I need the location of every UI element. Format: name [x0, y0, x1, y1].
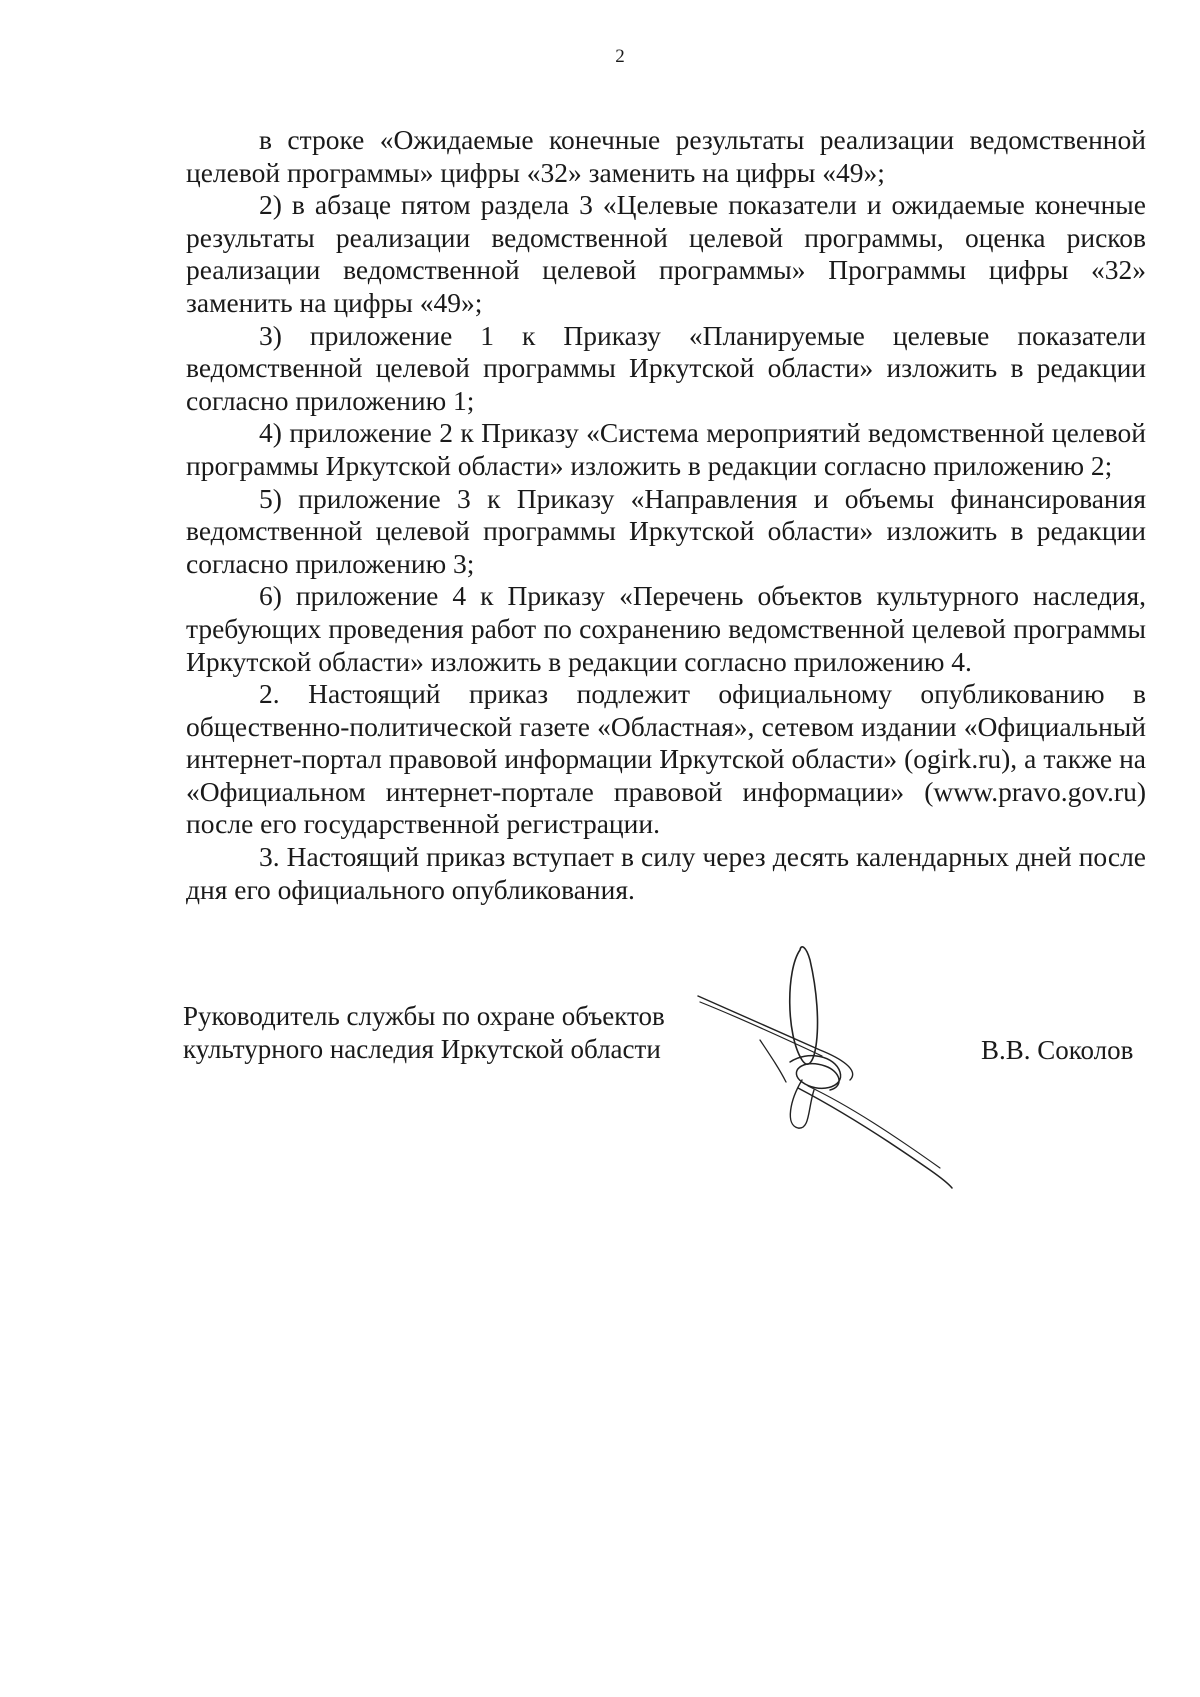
page-number: 2 [615, 46, 625, 67]
paragraph-item-3: 3) приложение 1 к Приказу «Планируемые целевые показатели ведомственной целевой программы Иркутской области» изложить в редакции согласно приложению 1; [186, 319, 1146, 416]
document-body [186, 124, 1146, 906]
paragraph-publication-clause: 2. Настоящий приказ подлежит официальному опубликованию в общественно-политической газете «Областная», сетевом издании «Официальный интернет-портал правовой информации Иркутской области» (ogirk.ru), а также на «Официальном интернет-портале правовой информации» (www.pravo.gov.ru) после его государственной регистрации. [186, 678, 1146, 840]
signer-name: В.В. Соколов [981, 1035, 1134, 1065]
paragraph-effective-date-clause: 3. Настоящий приказ вступает в силу через десять календарных дней после дня его официального опубликования. [186, 841, 1146, 905]
paragraph-row-replacement: в строке «Ожидаемые конечные результаты реализации ведомственной целевой программы» цифры «32» заменить на цифры «49»; [186, 124, 1146, 188]
paragraph-item-2: 2) в абзаце пятом раздела 3 «Целевые показатели и ожидаемые конечные результаты реализации ведомственной целевой программы, оценка рисков реализации ведомственной целевой программы» Программы цифры «32» заменить на цифры «49»; [186, 189, 1146, 318]
paragraph-item-5: 5) приложение 3 к Приказу «Направления и объемы финансирования ведомственной целевой программы Иркутской области» изложить в редакции согласно приложению 3; [186, 482, 1146, 579]
paragraph-item-4: 4) приложение 2 к Приказу «Система мероприятий ведомственной целевой программы Иркутской области» изложить в редакции согласно приложению 2; [186, 417, 1146, 481]
signer-title: Руководитель службы по охране объектов культурного наследия Иркутской области [183, 1001, 665, 1064]
handwritten-signature-icon [690, 930, 980, 1190]
paragraph-item-6: 6) приложение 4 к Приказу «Перечень объектов культурного наследия, требующих проведения работ по сохранению ведомственной целевой программы Иркутской области» изложить в редакции согласно приложению 4. [186, 580, 1146, 677]
